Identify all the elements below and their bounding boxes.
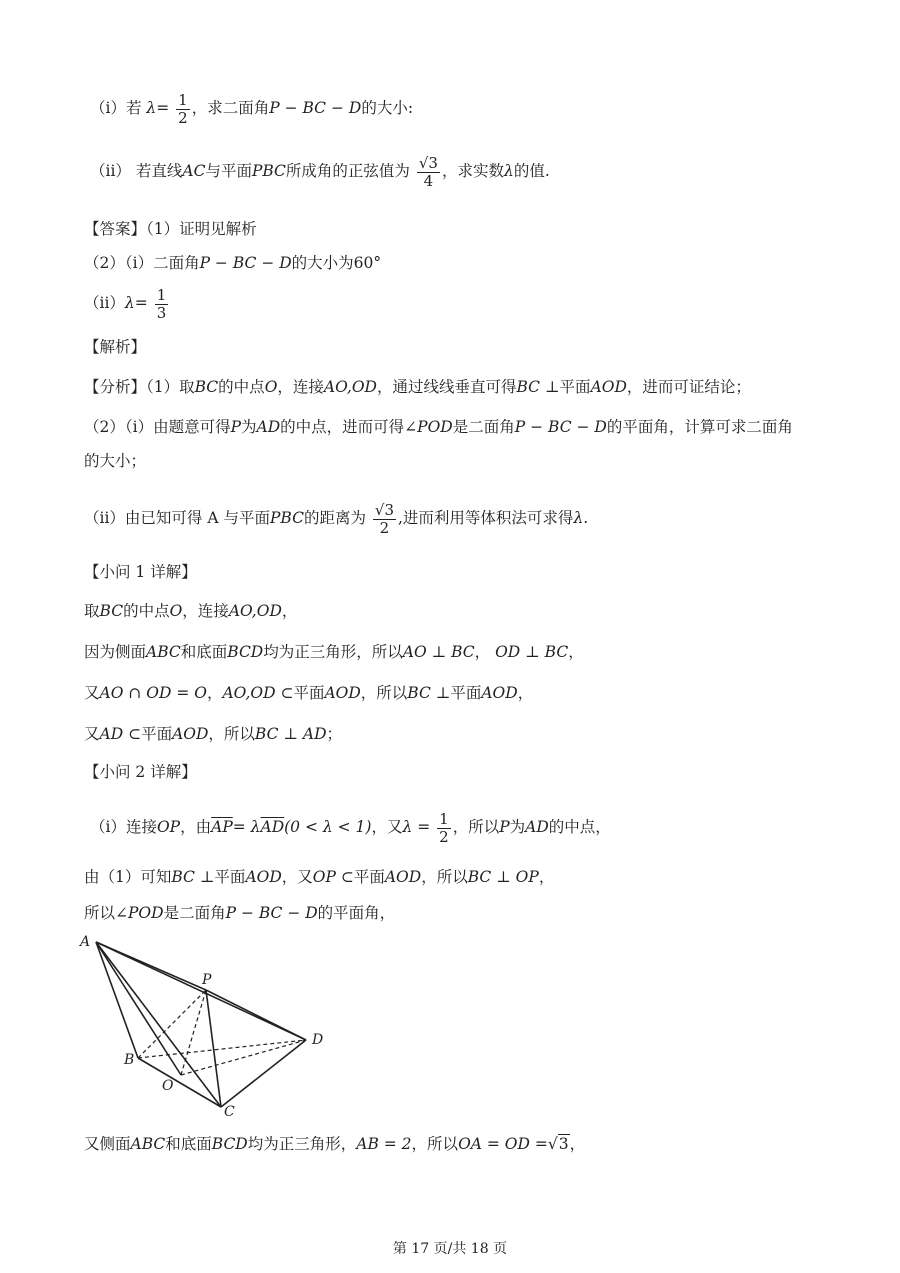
label-O: O	[162, 1078, 174, 1094]
tetrahedron-figure	[78, 930, 338, 1120]
label-C: C	[224, 1104, 235, 1120]
label-P: P	[202, 972, 212, 988]
part1-header: 【小问 1 详解】	[84, 563, 197, 581]
question-ii: （ii） 若直线AC与平面PBC所成角的正弦值为 $\frac{√3}{4}$ ，求实数λ的值.	[90, 154, 550, 190]
page-footer: 第 17 页/共 18 页	[392, 1241, 508, 1257]
label-D: D	[312, 1032, 324, 1048]
answer-2i: （2）（i）二面角P − BC − D的大小为60°	[84, 254, 382, 272]
part2-header: 【小问 2 详解】	[84, 763, 197, 781]
part1-line1: 取BC的中点O，连接AO,OD，	[84, 602, 298, 620]
analysis-1: 【分析】（1）取BC的中点O，连接AO,OD，通过线线垂直可得BC ⊥平面AOD，进而可证结论；	[84, 378, 751, 396]
part2-line1: （i）连接OP，由$\overline{AP}= \lambda\overline{AD}(0 < \lambda < 1)$，又λ = $\frac{1}{2}$ ，所以P为AD的中点，	[90, 810, 611, 846]
fraction: $\frac{√3}{2}$	[374, 501, 394, 537]
fraction: $\frac{1}{3}$	[156, 286, 167, 322]
label-A: A	[80, 934, 91, 950]
sqrt: √3	[547, 1135, 569, 1153]
fraction: $\frac{√3}{4}$	[418, 154, 438, 190]
part1-line3: 又AO ∩ OD = O，AO,OD ⊂平面AOD，所以BC ⊥平面AOD，	[84, 684, 534, 702]
part2-line2: 由（1）可知BC ⊥平面AOD，又OP ⊂平面AOD，所以BC ⊥ OP，	[84, 868, 555, 886]
answer-2ii: （ii）λ= $\frac{1}{3}$	[84, 286, 167, 322]
part2-line4: 又侧面ABC和底面BCD均为正三角形，AB = 2，所以OA = OD =√3，	[84, 1135, 586, 1153]
analysis-2i-cont: 的大小；	[84, 452, 147, 470]
label-B: B	[124, 1052, 135, 1068]
fraction: $\frac{1}{2}$	[439, 810, 449, 846]
analysis-header: 【解析】	[84, 338, 147, 356]
fraction: $\frac{1}{2}$	[178, 91, 188, 127]
part1-line2: 因为侧面ABC和底面BCD均为正三角形，所以AO ⊥ BC， OD ⊥ BC，	[84, 643, 584, 661]
analysis-2i: （2）（i）由题意可得P为AD的中点，进而可得∠POD是二面角P − BC − D的平面角，计算可求二面角	[84, 418, 793, 436]
part2-line3: 所以∠POD是二面角P − BC − D的平面角，	[84, 904, 396, 922]
part1-line4: 又AD ⊂平面AOD，所以BC ⊥ AD；	[84, 725, 343, 743]
answer-header: 【答案】（1）证明见解析	[84, 220, 257, 238]
analysis-2ii: （ii）由已知可得 A 与平面PBC的距离为 $\frac{√3}{2}$ ,进而利用等体积法可求得λ.	[84, 501, 589, 537]
question-i: （i）若 λ= $\frac{1}{2}$ ，求二面角P − BC − D的大小:	[90, 91, 414, 127]
